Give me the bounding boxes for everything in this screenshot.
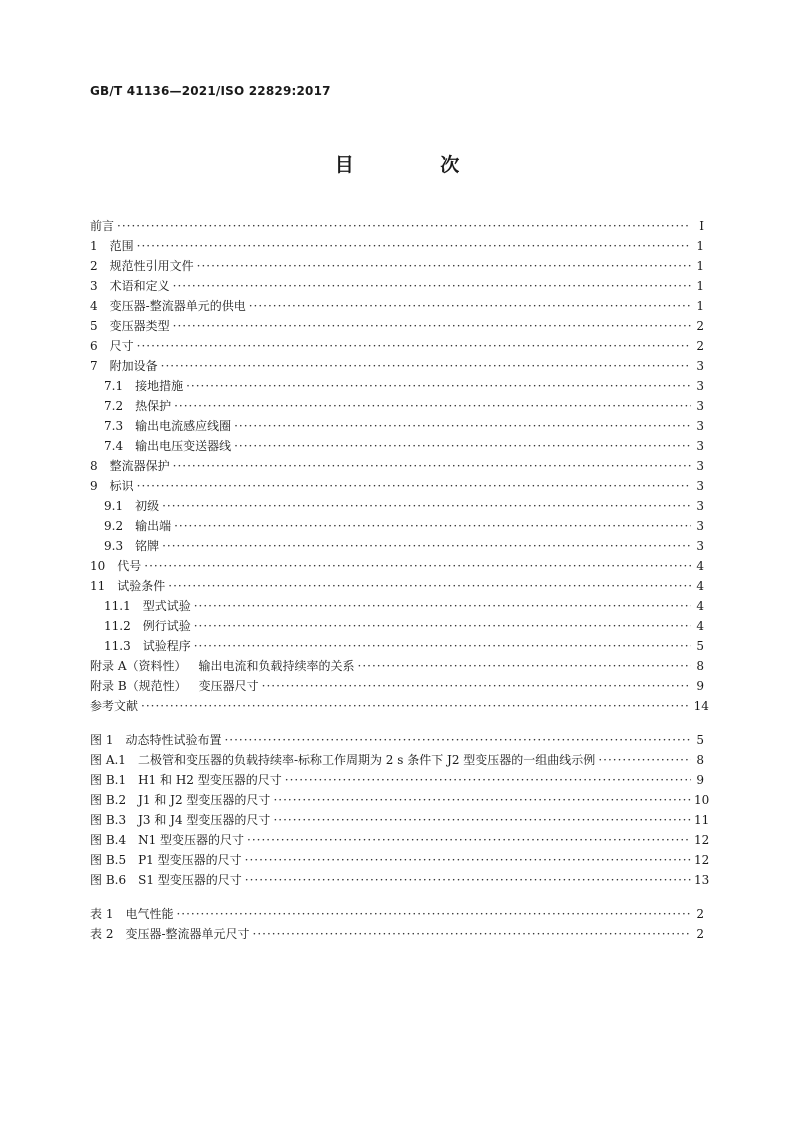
toc-entry-page-number: Ⅰ [699, 219, 704, 233]
toc-entry-label: 热保护 [135, 399, 172, 413]
toc-entry[interactable] [90, 904, 704, 924]
toc-entry[interactable] [90, 416, 704, 436]
toc-entry[interactable] [90, 616, 704, 636]
toc-entry[interactable] [90, 596, 704, 616]
toc-entry[interactable] [90, 276, 704, 296]
toc-entry-page-number: 3 [696, 399, 704, 413]
toc-entry-label: 尺寸 [109, 339, 134, 353]
toc-entry-number: 9 [90, 479, 98, 493]
toc-entry-number: 7.2 [104, 399, 124, 413]
dot-leader [186, 376, 691, 396]
dot-leader [273, 790, 691, 810]
section-gap [90, 716, 704, 730]
toc-entry[interactable] [90, 770, 704, 790]
toc-entry-number: 图 B.3 [90, 813, 127, 827]
toc-entry[interactable] [90, 830, 710, 850]
dot-leader [174, 516, 691, 536]
toc-entry-page-number: 3 [696, 499, 704, 513]
toc-entry-label: 试验程序 [142, 639, 191, 653]
toc-entry-number: 6 [90, 339, 98, 353]
dot-leader [262, 676, 691, 696]
dot-leader [234, 416, 691, 436]
toc-entry-number: 9.1 [104, 499, 124, 513]
toc-entry[interactable] [90, 636, 704, 656]
toc-entry-label: 接地措施 [135, 379, 184, 393]
toc-entry[interactable] [90, 336, 704, 356]
toc-entry-page-number: 2 [696, 907, 704, 921]
toc-entry[interactable] [90, 436, 704, 456]
toc-entry-page-number: 12 [694, 833, 710, 847]
toc-entry-page-number: 3 [696, 419, 704, 433]
toc-entry-number: 7.3 [104, 419, 124, 433]
toc-entry-label: 整流器保护 [109, 459, 170, 473]
toc-entry-page-number: 2 [696, 927, 704, 941]
dot-leader [285, 770, 691, 790]
toc-entry-page-number: 13 [694, 873, 710, 887]
toc-entry-number: 7 [90, 359, 98, 373]
dot-leader [194, 636, 691, 656]
toc-entry-number: 9.2 [104, 519, 124, 533]
toc-entry-number: 5 [90, 319, 98, 333]
toc-entry-page-number: 1 [696, 299, 704, 313]
toc-entry-number: 3 [90, 279, 98, 293]
toc-entry-number: 11.3 [104, 639, 131, 653]
dot-leader [137, 476, 691, 496]
dot-leader [197, 256, 691, 276]
toc-entry[interactable] [90, 356, 704, 376]
dot-leader [253, 924, 691, 944]
toc-entry[interactable] [90, 476, 704, 496]
toc-entry-page-number: 3 [696, 479, 704, 493]
toc-entry[interactable] [90, 456, 704, 476]
toc-entry-number: 图 A.1 [90, 753, 126, 767]
toc-entry-page-number: 12 [694, 853, 710, 867]
toc-entry-page-number: 3 [696, 359, 704, 373]
dot-leader [141, 696, 691, 716]
dot-leader [173, 316, 691, 336]
toc-entry-page-number: 8 [696, 753, 704, 767]
toc-entry-number: 11.1 [104, 599, 131, 613]
toc-entry-number: 图 1 [90, 733, 114, 747]
toc-entry[interactable] [90, 296, 704, 316]
toc-entry[interactable] [90, 696, 709, 716]
toc-entry-label: 规范性引用文件 [109, 259, 194, 273]
dot-leader [173, 456, 691, 476]
toc-entry-label: P1 型变压器的尺寸 [138, 853, 242, 867]
dot-leader [249, 296, 691, 316]
dot-leader [245, 870, 691, 890]
toc-entry-number: 附录 A（资料性） [90, 659, 187, 673]
toc-entry-label: 试验条件 [117, 579, 166, 593]
toc-entry-page-number: 4 [696, 579, 704, 593]
toc-entry-page-number: 2 [696, 319, 704, 333]
toc-entry[interactable] [90, 850, 710, 870]
toc-entry-number: 2 [90, 259, 98, 273]
toc-entry-number: 表 2 [90, 927, 114, 941]
toc-entry-number: 1 [90, 239, 98, 253]
toc-entry-page-number: 3 [696, 519, 704, 533]
table-of-contents [90, 216, 710, 944]
dot-leader [194, 596, 691, 616]
toc-entry[interactable] [90, 536, 704, 556]
dot-leader [162, 536, 691, 556]
toc-entry-page-number: 9 [696, 679, 704, 693]
dot-leader [247, 830, 691, 850]
toc-entry-page-number: 5 [696, 733, 704, 747]
toc-entry-label: 铭牌 [135, 539, 160, 553]
toc-entry-label: 代号 [117, 559, 142, 573]
toc-entry-label: 变压器类型 [109, 319, 170, 333]
toc-entry-number: 表 1 [90, 907, 114, 921]
dot-leader [176, 904, 691, 924]
toc-entry-page-number: 3 [696, 439, 704, 453]
toc-entry-number: 图 B.2 [90, 793, 127, 807]
toc-entry-label: 二极管和变压器的负载持续率-标称工作周期为 2 s 条件下 J2 型变压器的一组曲线示例 [137, 753, 596, 767]
toc-entry-label: 输出电流和负载持续率的关系 [198, 659, 355, 673]
toc-entry[interactable] [90, 376, 704, 396]
toc-entry[interactable] [90, 576, 704, 596]
toc-entry-page-number: 3 [696, 459, 704, 473]
toc-title: 目 次 [334, 154, 500, 176]
toc-entry[interactable] [90, 656, 704, 676]
toc-entry[interactable] [90, 810, 710, 830]
toc-entry-label: 型式试验 [142, 599, 191, 613]
dot-leader [137, 236, 691, 256]
toc-entry[interactable] [90, 496, 704, 516]
toc-entry-number: 附录 B（规范性） [90, 679, 187, 693]
toc-entry[interactable] [90, 924, 704, 944]
toc-entry-label: 参考文献 [90, 699, 139, 713]
toc-entry-label: 前言 [90, 219, 115, 233]
dot-leader [598, 750, 691, 770]
toc-entry-page-number: 14 [693, 699, 709, 713]
toc-entry-page-number: 3 [696, 539, 704, 553]
toc-entry-page-number: 2 [696, 339, 704, 353]
dot-leader [358, 656, 692, 676]
toc-entry-label: N1 型变压器的尺寸 [138, 833, 245, 847]
toc-entry-label: 变压器尺寸 [198, 679, 259, 693]
dot-leader [245, 850, 691, 870]
toc-entry[interactable] [90, 256, 704, 276]
toc-entry[interactable] [90, 516, 704, 536]
dot-leader [174, 396, 691, 416]
dot-leader [137, 336, 691, 356]
dot-leader [168, 576, 691, 596]
toc-entry-label: 范围 [109, 239, 134, 253]
toc-entry-page-number: 3 [696, 379, 704, 393]
toc-entry[interactable] [90, 556, 704, 576]
toc-entry-label: J1 和 J2 型变压器的尺寸 [138, 793, 271, 807]
toc-entry-page-number: 11 [694, 813, 710, 827]
toc-entry-number: 4 [90, 299, 98, 313]
toc-entry[interactable] [90, 750, 704, 770]
toc-entry-label: 动态特性试验布置 [125, 733, 222, 747]
toc-entry-label: H1 和 H2 型变压器的尺寸 [138, 773, 282, 787]
toc-entry-label: 输出电压变送器线 [135, 439, 232, 453]
toc-entry-page-number: 1 [696, 239, 704, 253]
toc-entry-number: 图 B.6 [90, 873, 127, 887]
toc-entry-label: 变压器-整流器单元尺寸 [125, 927, 250, 941]
dot-leader [173, 276, 691, 296]
dot-leader [117, 216, 691, 236]
toc-entry-label: 附加设备 [109, 359, 158, 373]
toc-entry-number: 11.2 [104, 619, 131, 633]
dot-leader [224, 730, 691, 750]
toc-entry-label: 输出电流感应线圈 [135, 419, 232, 433]
toc-entry[interactable] [90, 730, 704, 750]
toc-entry-number: 图 B.5 [90, 853, 127, 867]
toc-entry-label: 术语和定义 [109, 279, 170, 293]
toc-entry-number: 8 [90, 459, 98, 473]
toc-entry[interactable] [90, 790, 710, 810]
standard-number-header: GB/T 41136—2021/ISO 22829:2017 [90, 84, 331, 98]
toc-entry-page-number: 9 [696, 773, 704, 787]
toc-entry[interactable] [90, 316, 704, 336]
toc-entry-page-number: 5 [696, 639, 704, 653]
toc-entry[interactable] [90, 216, 704, 236]
toc-entry-number: 9.3 [104, 539, 124, 553]
toc-entry-label: 输出端 [135, 519, 172, 533]
section-gap [90, 890, 704, 904]
toc-entry-number: 图 B.1 [90, 773, 127, 787]
dot-leader [234, 436, 691, 456]
toc-entry-page-number: 8 [696, 659, 704, 673]
toc-entry[interactable] [90, 676, 704, 696]
toc-entry-number: 10 [90, 559, 106, 573]
toc-entry[interactable] [90, 396, 704, 416]
toc-entry-page-number: 4 [696, 599, 704, 613]
toc-entry-number: 图 B.4 [90, 833, 127, 847]
toc-entry-page-number: 4 [696, 559, 704, 573]
toc-entry-number: 7.1 [104, 379, 124, 393]
toc-entry-label: 电气性能 [125, 907, 174, 921]
toc-entry-page-number: 4 [696, 619, 704, 633]
dot-leader [162, 496, 691, 516]
toc-entry-label: S1 型变压器的尺寸 [138, 873, 242, 887]
toc-entry-number: 11 [90, 579, 106, 593]
toc-entry-label: 初级 [135, 499, 160, 513]
toc-entry-page-number: 10 [694, 793, 710, 807]
toc-entry-page-number: 1 [696, 279, 704, 293]
toc-entry-label: J3 和 J4 型变压器的尺寸 [138, 813, 271, 827]
toc-entry-label: 标识 [109, 479, 134, 493]
toc-entry-label: 变压器-整流器单元的供电 [109, 299, 246, 313]
toc-entry-page-number: 1 [696, 259, 704, 273]
toc-entry[interactable] [90, 870, 710, 890]
dot-leader [144, 556, 691, 576]
toc-entry[interactable] [90, 236, 704, 256]
dot-leader [194, 616, 691, 636]
dot-leader [161, 356, 691, 376]
toc-entry-label: 例行试验 [142, 619, 191, 633]
dot-leader [273, 810, 691, 830]
toc-entry-number: 7.4 [104, 439, 124, 453]
